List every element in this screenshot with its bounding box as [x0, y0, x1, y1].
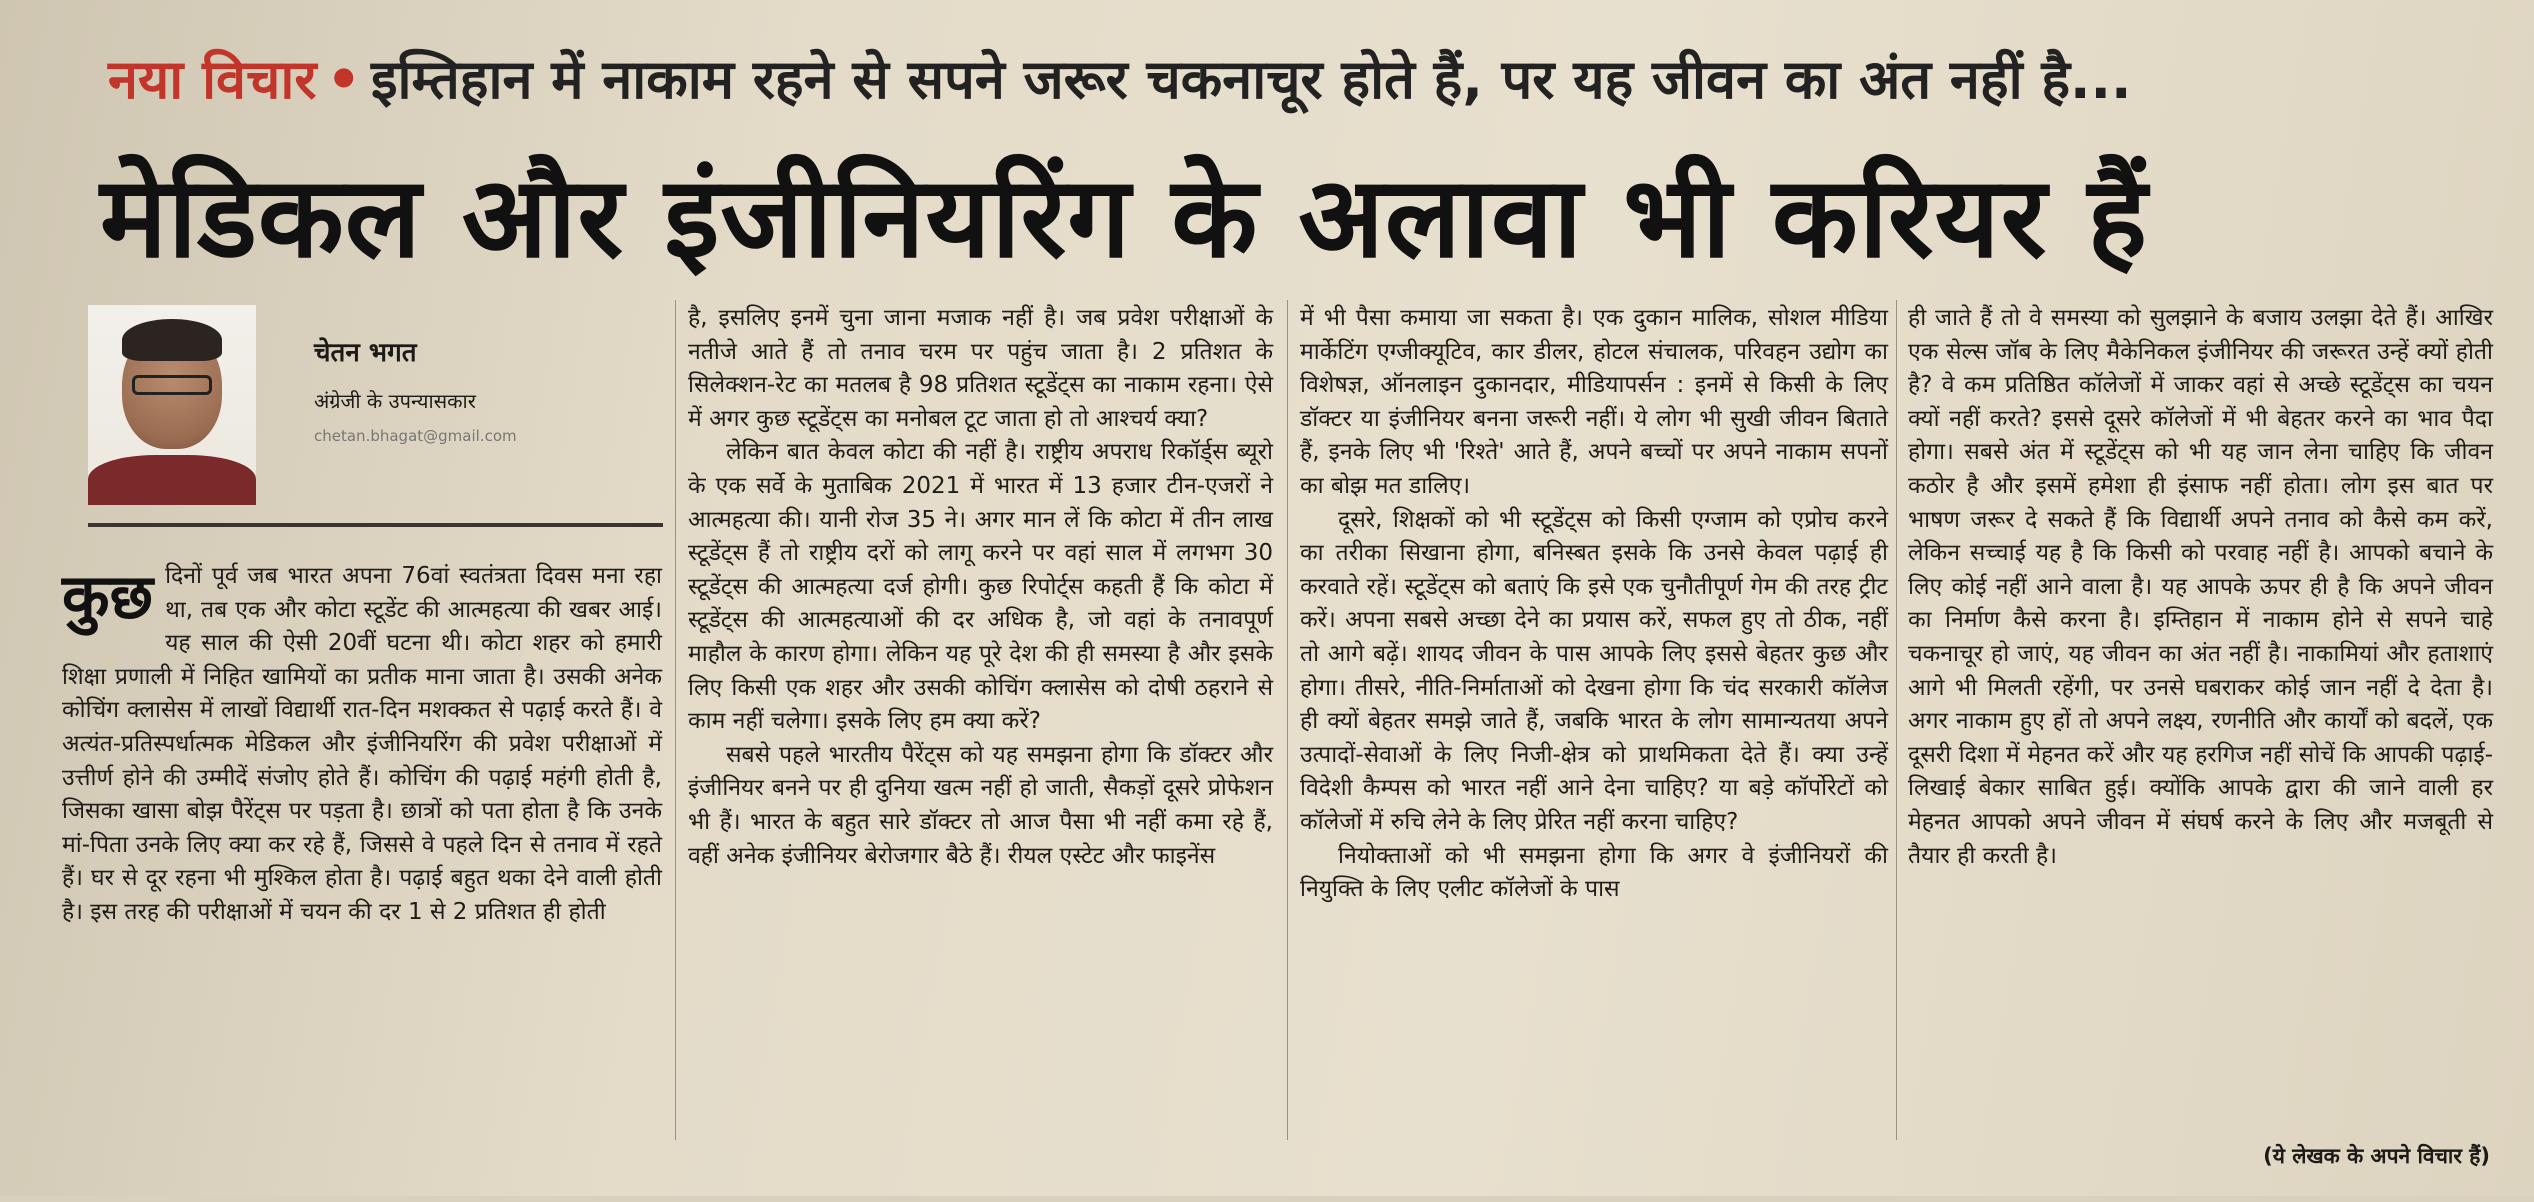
paragraph: नियोक्ताओं को भी समझना होगा कि अगर वे इंजीनियरों की नियुक्ति के लिए एलीट कॉलेजों के पास — [1300, 842, 1888, 903]
byline-divider — [88, 523, 663, 527]
paragraph: दिनों पूर्व जब भारत अपना 76वां स्वतंत्रता दिवस मना रहा था, तब एक और कोटा स्टूडेंट की आत्महत्या की खबर आई। यह साल की ऐसी 20वीं घटना थी। कोटा शहर को हमारी शिक्षा प्रणाली में निहित खामियों का प्रतीक माना जाता है। उसकी अनेक कोचिंग क्लासेस में लाखों विद्यार्थी रात-दिन मशक्कत से पढ़ाई करते हैं। वे अत्यंत-प्रतिस्पर्धात्मक मेडिकल और इंजीनियरिंग की प्रवेश परीक्षाओं में उत्तीर्ण होने की उम्मीदें संजोए होते हैं। कोचिंग की पढ़ाई महंगी होती है, जिसका खासा बोझ पैरेंट्स पर पड़ता है। छात्रों को पता होता है कि उनके मां-पिता उनके लिए क्या कर रहे हैं, जिससे वे पहले दिन से तनाव में रहते हैं। घर से दूर रहना भी मुश्किल होता है। पढ़ाई बहुत थका देने वाली होती है। इस तरह की परीक्षाओं में चयन की दर 1 से 2 प्रतिशत ही होती — [62, 563, 662, 925]
paragraph: ही जाते हैं तो वे समस्या को सुलझाने के बजाय उलझा देते हैं। आखिर एक सेल्स जॉब के लिए मैकेनिकल इंजीनियर की जरूरत उन्हें क्यों होती है? वे कम प्रतिष्ठित कॉलेजों में जाकर वहां से अच्छे स्टूडेंट्स का चयन क्यों नहीं करते? इससे दूसरे कॉलेजों में भी बेहतर करने का भाव पैदा होगा। सबसे अंत में स्टूडेंट्स को भी यह जान लेना चाहिए कि जीवन कठोर है और इसमें हमेशा ही इंसाफ नहीं होता। लोग इस बात पर भाषण जरूर दे सकते हैं कि विद्यार्थी अपने तनाव को कैसे कम करें, लेकिन सच्चाई यह है कि किसी को परवाह नहीं है। आपको बचाने के लिए कोई नहीं आने वाला है। यह आपके ऊपर ही है कि अपने जीवन का निर्माण कैसे करना है। इम्तिहान में नाकाम होने से सपने चाहे चकनाचूर हो जाएं, यह जीवन का अंत नहीं है। नाकामियां और हताशाएं आगे भी मिलती रहेंगी, पर उनसे घबराकर कोई जान नहीं दे देता है। अगर नाकाम हुए हों तो अपने लक्ष्य, रणनीति और कार्यों को बदलें, एक दूसरी दिशा में मेहनत करें और यह हरगिज नहीं सोचें कि आपकी पढ़ाई-लिखाई बेकार साबित हुई। क्योंकि आपके द्वारा की जाने वाली हर मेहनत आपको अपने जीवन में संघर्ष करने के लिए और मजबूती से तैयार ही करती है। — [1908, 305, 2493, 869]
article-column-4 — [1908, 302, 2493, 1202]
byline-box — [88, 305, 663, 515]
article-column-1 — [62, 560, 662, 1120]
headline: मेडिकल और इंजीनियरिंग के अलावा भी करियर हैं — [100, 153, 2148, 283]
author-role: अंग्रेजी के उपन्यासकार — [314, 389, 476, 413]
paragraph: लेकिन बात केवल कोटा की नहीं है। राष्ट्रीय अपराध रिकॉर्ड्स ब्यूरो के एक सर्वे के मुताबिक 2021 में भारत में 13 हजार टीन-एजरों ने आत्महत्या की। यानी रोज 35 ने। अगर मान लें कि कोटा में तीन लाख स्टूडेंट्स हैं तो राष्ट्रीय दरों को लागू करने पर वहां साल में लगभग 30 स्टूडेंट्स की आत्महत्या दर्ज होगी। कुछ रिपोर्ट्स कहती हैं कि कोटा में स्टूडेंट्स की आत्महत्याओं की दर अधिक है, जो वहां के तनावपूर्ण माहौल के कारण होगा। लेकिन यह पूरे देश की ही समस्या है और इसके लिए किसी एक शहर और उसकी कोचिंग क्लासेस को दोषी ठहराने से काम नहीं चलेगा। इसके लिए हम क्या करें? — [688, 439, 1273, 735]
column-divider — [675, 300, 676, 1140]
strap-line — [108, 40, 2468, 120]
paragraph: में भी पैसा कमाया जा सकता है। एक दुकान मालिक, सोशल मीडिया मार्केटिंग एग्जीक्यूटिव, कार डीलर, होटल संचालक, परिवहन उद्योग का विशेषज्ञ, ऑनलाइन दुकानदार, मीडियापर्सन : इनमें से किसी के लिए डॉक्टर या इंजीनियर बनना जरूरी नहीं। ये लोग भी सुखी जीवन बिताते हैं, इनके लिए भी 'रिश्ते' आते हैं, अपने बच्चों पर अपने नाकाम सपनों का बोझ मत डालिए। — [1300, 305, 1888, 499]
author-email: chetan.bhagat@gmail.com — [314, 427, 517, 445]
article-column-2 — [688, 302, 1273, 1132]
column-divider — [1287, 300, 1288, 1140]
paragraph: है, इसलिए इनमें चुना जाना मजाक नहीं है। जब प्रवेश परीक्षाओं के नतीजे आते हैं तो तनाव चरम पर पहुंच जाता है। 2 प्रतिशत के सिलेक्शन-रेट का मतलब है 98 प्रतिशत स्टूडेंट्स का नाकाम रहना। ऐसे में अगर कुछ स्टूडेंट्स का मनोबल टूट जाता हो तो आश्चर्य क्या? — [688, 305, 1273, 432]
paragraph: सबसे पहले भारतीय पैरेंट्स को यह समझना होगा कि डॉक्टर और इंजीनियर बनने पर ही दुनिया खत्म नहीं हो जाती, सैकड़ों दूसरे प्रोफेशन भी हैं। भारत के बहुत सारे डॉक्टर तो आज पैसा भी नहीं कमा रहे हैं, वहीं अनेक इंजीनियर बेरोजगार बैठे हैं। रीयल एस्टेट और फाइनेंस — [688, 741, 1273, 869]
paragraph: दूसरे, शिक्षकों को भी स्टूडेंट्स को किसी एग्जाम को एप्रोच करने का तरीका सिखाना होगा, बनिस्बत इसके कि उनसे केवल पढ़ाई ही करवाते रहें। स्टूडेंट्स को बताएं कि इसे एक चुनौतीपूर्ण गेम की तरह ट्रीट करें। अपना सबसे अच्छा देने का प्रयास करें, सफल हुए तो ठीक, नहीं तो आगे बढ़ें। शायद जीवन के पास आपके लिए इससे बेहतर कुछ और होगा। तीसरे, नीति-निर्माताओं को देखना होगा कि चंद सरकारी कॉलेज ही क्यों बेहतर समझे जाते हैं, जबकि भारत के लोग सामान्यतया अपने उत्पादों-सेवाओं के लिए निजी-क्षेत्र को प्राथमिकता देते हैं। क्या उन्हें विदेशी कैम्पस को भारत नहीं आने देना चाहिए? या बड़े कॉर्पोरेटों को कॉलेजों में रुचि लेने के लिए प्रेरित नहीं करना चाहिए? — [1300, 506, 1888, 835]
bullet-separator: • — [326, 48, 361, 111]
author-name: चेतन भगत — [314, 338, 417, 368]
kicker-label: नया विचार — [108, 48, 317, 111]
subheadline: इम्तिहान में नाकाम रहने से सपने जरूर चकनाचूर होते हैं, पर यह जीवन का अंत नहीं है... — [370, 48, 2132, 111]
column-divider — [1896, 300, 1897, 1140]
author-disclaimer: (ये लेखक के अपने विचार हैं) — [2263, 1144, 2490, 1168]
article-column-3 — [1300, 302, 1888, 1132]
drop-cap-word: कुछ — [62, 560, 154, 633]
author-photo — [88, 305, 256, 505]
